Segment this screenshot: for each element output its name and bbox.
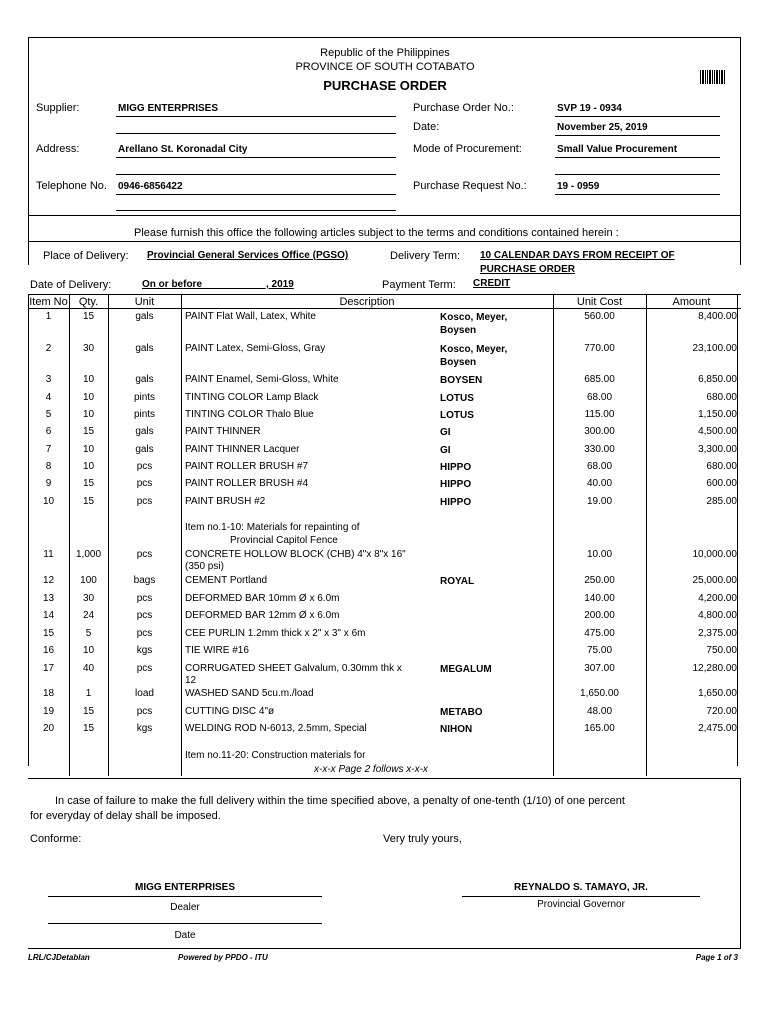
supplier-underline-2 [116,133,396,134]
table-header-line [28,308,741,309]
item-description: CUTTING DISC 4"ø [185,706,275,717]
item-brand: NIHON [440,724,473,735]
item-unit: pcs [136,478,153,489]
item-unit-cost: 330.00 [584,444,615,455]
date-signature-label: Date [174,930,196,941]
pr-value: 19 - 0959 [557,181,600,192]
item-unit: load [135,688,154,699]
item-no: 8 [45,461,52,472]
powered-by: Powered by PPDO - ITU [178,953,268,962]
item-no: 6 [45,426,52,437]
instruction-text: Please furnish this office the following articles subject to the terms and conditions contained herein : [134,227,619,239]
divider-supplier [28,215,741,216]
very-truly-yours: Very truly yours, [383,833,462,845]
item-unit-cost: 300.00 [584,426,615,437]
item-qty: 15 [82,478,95,489]
header-republic: Republic of the Philippines [320,47,450,59]
item-amount: 4,200.00 [698,593,737,604]
item-qty: 10 [82,374,95,385]
barcode-icon [700,70,726,84]
page-number: Page 1 of 3 [695,953,738,962]
delivery-term-line2: PURCHASE ORDER [480,264,576,275]
item-amount: 3,300.00 [698,444,737,455]
item-description: CEE PURLIN 1.2mm thick x 2" x 3" x 6m [185,628,366,639]
supplier-value: MIGG ENTERPRISES [118,103,219,114]
item-brand: ROYAL [440,576,475,587]
item-no: 13 [42,593,55,604]
item-unit: pcs [136,496,153,507]
item-brand: HIPPO [440,497,472,508]
mode-label: Mode of Procurement: [413,143,522,155]
col-header-item: Item No [29,296,68,308]
item-qty: 10 [82,461,95,472]
item-amount: 285.00 [706,496,737,507]
note-1-line1: Item no.1-10: Materials for repainting of [185,522,360,533]
item-no: 5 [45,409,52,420]
item-qty: 5 [85,628,92,639]
item-unit-cost: 200.00 [584,610,615,621]
item-description: PAINT ROLLER BRUSH #4 [185,478,309,489]
item-unit-cost: 68.00 [586,461,613,472]
dealer-signature-line [48,896,322,897]
item-no: 16 [42,645,55,656]
po-underline [555,116,720,117]
item-qty: 100 [80,575,97,586]
item-unit: pcs [136,461,153,472]
item-description-cont: 12 [185,675,197,686]
pr-label: Purchase Request No.: [413,180,527,192]
item-description: WELDING ROD N-6013, 2.5mm, Special [185,723,367,734]
item-unit: pcs [136,706,153,717]
item-description: CORRUGATED SHEET Galvalum, 0.30mm thk x [185,663,402,674]
item-unit: gals [135,343,154,354]
item-no: 19 [42,706,55,717]
col-header-description: Description [339,296,395,308]
item-brand: Kosco, Meyer, [440,344,508,355]
item-qty: 30 [82,343,95,354]
item-brand-cont: Boysen [440,357,477,368]
col-line-4 [553,294,554,776]
item-description: PAINT Latex, Semi-Gloss, Gray [185,343,326,354]
item-no: 10 [42,496,55,507]
item-brand: HIPPO [440,479,472,490]
date-signature-line [48,923,322,924]
border-top [28,37,741,38]
item-brand: HIPPO [440,462,472,473]
address-underline-2 [116,174,396,175]
item-qty: 15 [82,706,95,717]
po-value: SVP 19 - 0934 [557,103,622,114]
item-qty: 1 [85,688,92,699]
item-no: 14 [42,610,55,621]
penalty-line2: for everyday of delay shall be imposed. [30,810,221,822]
payment-term-value: CREDIT [473,278,511,289]
item-amount: 720.00 [706,706,737,717]
item-unit-cost: 140.00 [584,593,615,604]
conforme-label: Conforme: [30,833,82,845]
item-unit-cost: 1,650.00 [580,688,619,699]
item-qty: 1,000 [75,549,102,560]
note-2: Item no.11-20: Construction materials for [185,750,366,761]
note-1-line2: Provincial Capitol Fence [230,535,338,546]
col-line-3 [181,294,182,776]
governor-title: Provincial Governor [537,899,625,910]
item-no: 9 [45,478,52,489]
item-amount: 8,400.00 [698,311,737,322]
header-province: PROVINCE OF SOUTH COTABATO [295,61,475,73]
item-amount: 680.00 [706,392,737,403]
item-unit-cost: 165.00 [584,723,615,734]
item-unit-cost: 75.00 [586,645,613,656]
po-label: Purchase Order No.: [413,102,514,114]
item-qty: 10 [82,409,95,420]
pr-underline [555,194,720,195]
item-description: DEFORMED BAR 10mm Ø x 6.0m [185,593,340,604]
mode-underline [555,157,720,158]
item-unit-cost: 40.00 [586,478,613,489]
item-unit: gals [135,444,154,455]
item-brand: GI [440,445,451,456]
col-header-qty: Qty. [78,296,99,308]
item-brand: METABO [440,707,483,718]
item-unit-cost: 685.00 [584,374,615,385]
item-brand: LOTUS [440,410,474,421]
item-qty: 15 [82,723,95,734]
item-brand: LOTUS [440,393,474,404]
item-amount: 600.00 [706,478,737,489]
item-amount: 23,100.00 [692,343,737,354]
item-unit: pcs [136,663,153,674]
item-unit: pints [133,392,156,403]
prepared-by: LRL/CJDetablan [28,953,90,962]
item-brand: BOYSEN [440,375,483,386]
item-description: PAINT ROLLER BRUSH #7 [185,461,309,472]
item-unit: gals [135,426,154,437]
date-label: Date: [413,121,440,133]
item-no: 2 [45,343,52,354]
item-amount: 2,375.00 [698,628,737,639]
col-line-1 [69,294,70,776]
item-unit-cost: 770.00 [584,343,615,354]
item-qty: 40 [82,663,95,674]
item-unit: pcs [136,628,153,639]
item-unit: kgs [136,723,153,734]
telephone-underline [116,194,396,195]
governor-name: REYNALDO S. TAMAYO, JR. [514,882,648,893]
delivery-term-line1: 10 CALENDAR DAYS FROM RECEIPT OF [480,250,675,261]
item-description: TINTING COLOR Lamp Black [185,392,319,403]
item-qty: 15 [82,496,95,507]
col-header-unit: Unit [134,296,155,308]
item-amount: 4,500.00 [698,426,737,437]
item-brand-cont: Boysen [440,325,477,336]
item-unit: gals [135,311,154,322]
dealer-name: MIGG ENTERPRISES [134,882,235,893]
address-underline [116,157,396,158]
item-unit: pcs [136,593,153,604]
item-unit-cost: 10.00 [586,549,613,560]
divider-instruction [28,241,741,242]
item-unit: pcs [136,610,153,621]
item-no: 1 [45,311,52,322]
item-unit: bags [133,575,156,586]
item-no: 18 [42,688,55,699]
item-qty: 30 [82,593,95,604]
item-description: WASHED SAND 5cu.m./load [185,688,314,699]
governor-signature-line [462,896,700,897]
date-of-delivery-label: Date of Delivery: [30,279,112,291]
col-line-2 [108,294,109,776]
item-description: DEFORMED BAR 12mm Ø x 6.0m [185,610,340,621]
item-description: CEMENT Portland [185,575,268,586]
item-amount: 25,000.00 [692,575,737,586]
item-unit-cost: 560.00 [584,311,615,322]
col-line-6 [737,294,738,766]
item-no: 20 [42,723,55,734]
item-qty: 15 [82,311,95,322]
place-label: Place of Delivery: [43,250,129,262]
table-top-line [28,294,741,295]
item-brand: GI [440,427,451,438]
item-qty: 24 [82,610,95,621]
address-label: Address: [36,143,80,155]
item-brand: Kosco, Meyer, [440,312,508,323]
item-no: 17 [42,663,55,674]
item-unit-cost: 115.00 [584,409,615,420]
date-underline [555,135,720,136]
item-unit-cost: 307.00 [584,663,615,674]
item-amount: 10,000.00 [692,549,737,560]
item-amount: 4,800.00 [698,610,737,621]
page-follows-note: x-x-x Page 2 follows x-x-x [314,764,428,775]
item-no: 11 [43,549,54,560]
item-amount: 1,150.00 [698,409,737,420]
footer-right-line [740,778,741,948]
item-unit: pcs [136,549,153,560]
address-value: Arellano St. Koronadal City [118,144,248,155]
dealer-label: Dealer [170,902,200,913]
delivery-term-label: Delivery Term: [390,250,461,262]
item-unit: pints [133,409,156,420]
item-unit-cost: 48.00 [586,706,613,717]
item-unit-cost: 19.00 [586,496,613,507]
supplier-underline [116,116,396,117]
mode-underline-2 [555,174,720,175]
item-unit: gals [135,374,154,385]
footer-bottom-line [28,948,741,949]
item-amount: 1,650.00 [698,688,737,699]
item-amount: 2,475.00 [698,723,737,734]
item-unit: kgs [136,645,153,656]
item-unit-cost: 475.00 [584,628,615,639]
item-qty: 10 [82,392,95,403]
page-title: PURCHASE ORDER [323,78,447,93]
item-description: PAINT BRUSH #2 [185,496,266,507]
item-description: PAINT THINNER Lacquer [185,444,300,455]
telephone-underline-2 [116,210,396,211]
item-amount: 680.00 [706,461,737,472]
place-value: Provincial General Services Office (PGSO) [147,250,349,261]
item-description: TIE WIRE #16 [185,645,249,656]
supplier-label: Supplier: [36,102,80,114]
item-brand: MEGALUM [440,664,492,675]
date-value: November 25, 2019 [557,122,648,133]
footer-top-line [28,778,741,779]
item-description-cont: (350 psi) [185,561,224,572]
item-description: PAINT THINNER [185,426,261,437]
item-no: 3 [45,374,52,385]
item-qty: 15 [82,426,95,437]
col-line-5 [646,294,647,776]
item-qty: 10 [82,645,95,656]
item-no: 12 [42,575,55,586]
date-of-delivery-value: On or before ___________, 2019 [142,279,294,290]
col-header-amount: Amount [672,296,711,308]
mode-value: Small Value Procurement [557,144,678,155]
item-no: 7 [45,444,52,455]
item-qty: 10 [82,444,95,455]
item-description: PAINT Flat Wall, Latex, White [185,311,316,322]
item-amount: 750.00 [706,645,737,656]
item-unit-cost: 68.00 [586,392,613,403]
item-amount: 12,280.00 [692,663,737,674]
item-no: 4 [45,392,52,403]
item-unit-cost: 250.00 [584,575,615,586]
item-description: CONCRETE HOLLOW BLOCK (CHB) 4"x 8"x 16" [185,549,406,560]
item-no: 15 [42,628,55,639]
item-description: TINTING COLOR Thalo Blue [185,409,314,420]
col-header-unit-cost: Unit Cost [576,296,623,308]
telephone-label: Telephone No. [36,180,107,192]
telephone-value: 0946-6856422 [118,181,183,192]
penalty-line1: In case of failure to make the full delivery within the time specified above, a penalty of one-tenth (1/10) of one percent [55,795,625,807]
payment-term-label: Payment Term: [382,279,456,291]
item-description: PAINT Enamel, Semi-Gloss, White [185,374,339,385]
item-amount: 6,850.00 [698,374,737,385]
